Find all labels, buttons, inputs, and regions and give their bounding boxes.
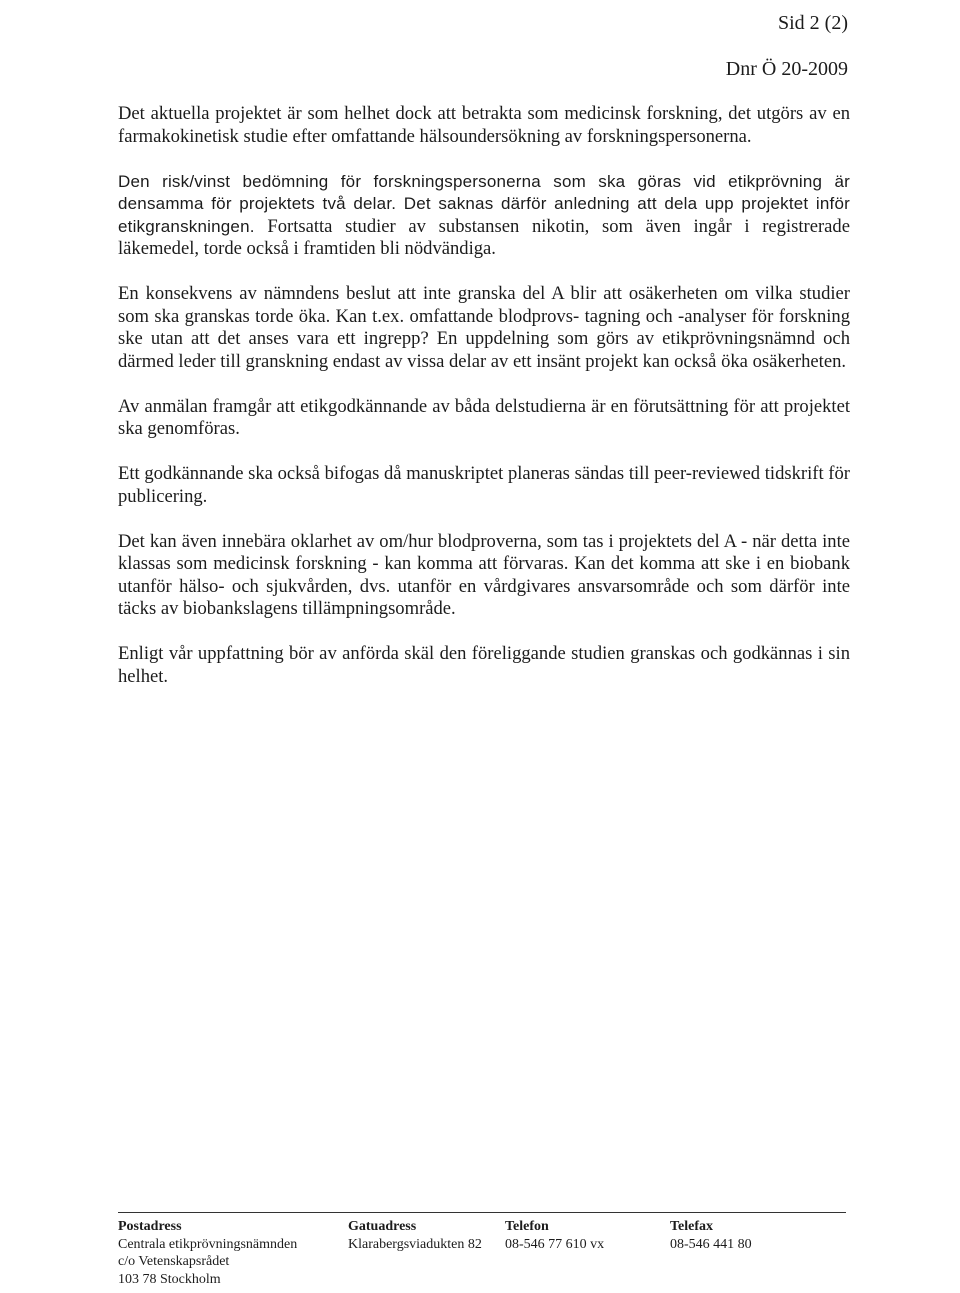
document-reference-number: Dnr Ö 20-2009 bbox=[725, 58, 848, 80]
footer-telefax-line: 08-546 441 80 bbox=[670, 1236, 752, 1252]
footer-postadress-heading: Postadress bbox=[118, 1219, 182, 1234]
footer-telefon-heading: Telefon bbox=[505, 1219, 549, 1234]
page-number: Sid 2 (2) bbox=[778, 12, 848, 34]
paragraph-7: Enligt vår uppfattning bör av anförda skäl den föreliggande studien granskas och godkännas i sin helhet. bbox=[118, 643, 850, 687]
footer-telefon-line: 08-546 77 610 vx bbox=[505, 1236, 605, 1252]
footer-gatuadress-line: Klarabergsviadukten 82 bbox=[348, 1236, 482, 1252]
footer-divider bbox=[118, 1212, 846, 1213]
footer-postadress bbox=[118, 1218, 297, 1288]
footer-telefax bbox=[670, 1218, 752, 1253]
footer-postadress-line: Centrala etikprövningsnämnden bbox=[118, 1236, 298, 1252]
footer-telefax-heading: Telefax bbox=[670, 1219, 714, 1234]
paragraph-2-part-a: Den risk/vinst bedömning för forskningspersonerna som ska göras vid etikprövning är densamma för projektets två delar. Det saknas därför anledning att dela upp projektet inför etikgranskningen. bbox=[118, 171, 850, 236]
paragraph-5: Ett godkännande ska också bifogas då manuskriptet planeras sändas till peer-reviewed tidskrift för publicering. bbox=[118, 463, 850, 507]
paragraph-6: Det kan även innebära oklarhet av om/hur blodproverna, som tas i projektets del A - när detta inte klassas som medicinsk forskning - kan komma att förvaras. Kan det komma att ske i en biobank utanför hälso- och sjukvården, dvs. utanför en vårdgivares ansvarsområde och som därför inte täcks av biobankslagens tillämpningsområde. bbox=[118, 530, 850, 619]
paragraph-4: Av anmälan framgår att etikgodkännande av båda delstudierna är en förutsättning för att projektet ska genomföras. bbox=[118, 395, 850, 439]
footer-postadress-line: 103 78 Stockholm bbox=[118, 1271, 221, 1287]
paragraph-2 bbox=[118, 171, 850, 261]
footer-gatuadress-heading: Gatuadress bbox=[348, 1219, 417, 1234]
footer-telefon bbox=[505, 1218, 604, 1253]
paragraph-2-part-b: Fortsatta studier av substansen nikotin, som även ingår i registrerade läkemedel, torde också i framtiden bli nödvändiga. bbox=[118, 215, 850, 259]
paragraph-1: Det aktuella projektet är som helhet dock att betrakta som medicinsk forskning, det utgörs av en farmakokinetisk studie efter omfattande hälsoundersökning av forskningspersonerna. bbox=[118, 103, 850, 147]
footer-postadress-line: c/o Vetenskapsrådet bbox=[118, 1254, 230, 1269]
letter-body bbox=[118, 103, 850, 711]
footer-gatuadress bbox=[348, 1218, 482, 1253]
paragraph-3: En konsekvens av nämndens beslut att inte granska del A blir att osäkerheten om vilka studier som ska granskas torde öka. Kan t.ex. omfattande blodprovs- tagning och -analyser för forskning ske utan att det anses vara ett ingrepp? En uppdelning som görs av etikprövningsnämnd och därmed leder till granskning endast av vissa delar av ett insänt projekt kan också öka osäkerheten. bbox=[118, 283, 850, 372]
